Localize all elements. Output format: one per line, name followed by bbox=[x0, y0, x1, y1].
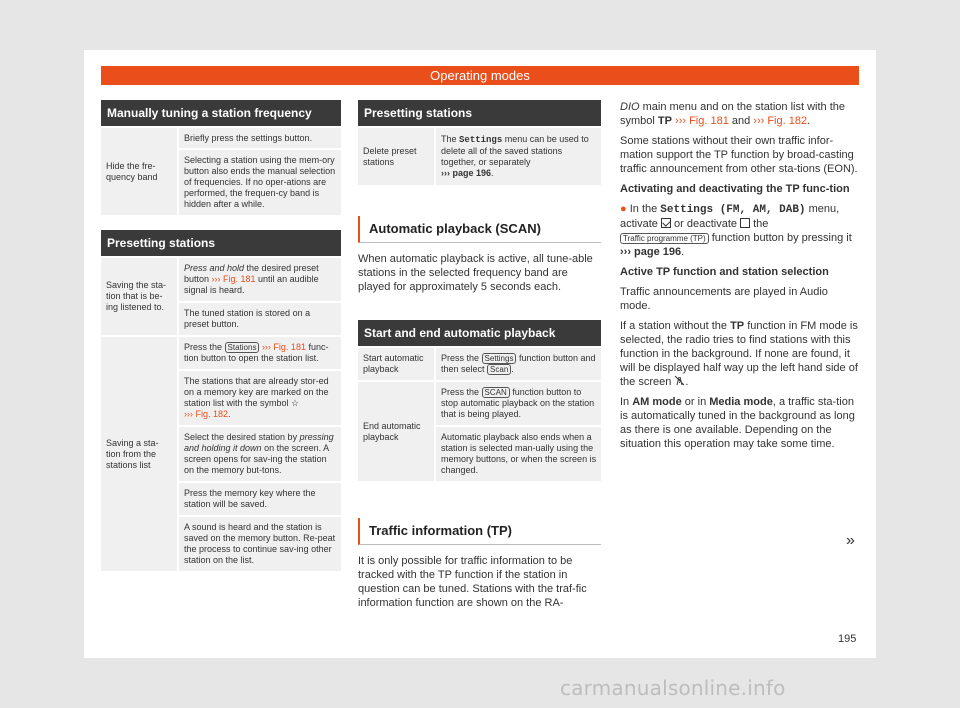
traffic-programme-button-label: Traffic programme (TP) bbox=[620, 233, 709, 244]
bullet-icon: ● bbox=[620, 203, 627, 215]
table-row bbox=[358, 126, 601, 185]
table-title: Presetting stations bbox=[101, 230, 341, 256]
checkbox-checked-icon bbox=[661, 218, 671, 228]
paragraph: In AM mode or in Media mode, a traffic sta-tion is automatically tuned in the background as long as there is one available. Depending on the situation this operation may take some time. bbox=[620, 396, 855, 450]
table-manual-tuning bbox=[101, 100, 341, 215]
table-cell: Select the desired station by pressing and holding it down on the screen. A screen opens for sav-ing the station on the memory but-tons. bbox=[179, 425, 341, 481]
table-cell: A sound is heard and the station is saved on the memory button. Re-peat the process to continue sav-ing other station on the list. bbox=[179, 515, 341, 571]
section-title-scan: Automatic playback (SCAN) bbox=[358, 216, 601, 243]
scan-paragraph: When automatic playback is active, all tune-able stations in the selected frequency band are played for approximately 5 seconds each. bbox=[358, 253, 593, 293]
table-row bbox=[358, 346, 601, 380]
table-presetting-stations bbox=[101, 230, 341, 571]
table-row bbox=[101, 126, 341, 215]
table-cell: The Settings menu can be used to delete all of the saved stations together, or separately ››› page 196. bbox=[441, 134, 589, 178]
table-cell: The stations that are already stor-ed on a memory key are marked on the station list with the symbol ☆ ››› Fig. 182. bbox=[179, 369, 341, 425]
table-title: Manually tuning a station frequency bbox=[101, 100, 341, 126]
row-label: Delete preset stations bbox=[363, 145, 417, 167]
table-cell: Briefly press the settings button. bbox=[184, 133, 313, 143]
page-number: 195 bbox=[838, 633, 857, 645]
scan-button-label: Scan bbox=[487, 364, 511, 375]
watermark: carmanualsonline.info bbox=[560, 676, 786, 700]
table-title: Presetting stations bbox=[358, 100, 601, 126]
settings-button-label: Settings bbox=[482, 353, 517, 364]
section-title-tp: Traffic information (TP) bbox=[358, 518, 601, 545]
table-title: Start and end automatic playback bbox=[358, 320, 601, 346]
scan-icon-label: SCAN bbox=[482, 387, 510, 398]
table-cell: Press the memory key where the station will be saved. bbox=[179, 481, 341, 515]
table-cell: Press the Settings function button and then select Scan . bbox=[441, 353, 596, 374]
column-3-text bbox=[620, 100, 860, 457]
page-header: Operating modes bbox=[101, 66, 859, 85]
table-presetting-delete bbox=[358, 100, 601, 185]
subheading: Activating and deactivating the TP func-tion bbox=[620, 183, 850, 195]
table-row bbox=[101, 256, 341, 335]
paragraph: DIO main menu and on the station list with the symbol TP ››› Fig. 181 and ››› Fig. 182. bbox=[620, 101, 846, 127]
paragraph: Some stations without their own traffic infor-mation support the TP function by broad-casting traffic announcement from other sta-tions (EON). bbox=[620, 135, 858, 175]
table-cell: Press the Stations ››› Fig. 181 func-tion button to open the station list. bbox=[184, 342, 329, 363]
table-cell: The tuned station is stored on a preset button. bbox=[179, 301, 341, 335]
table-row bbox=[358, 380, 601, 481]
table-cell: Press the SCAN function button to stop automatic playback on the station that is being played. bbox=[441, 387, 595, 419]
tp-paragraph: It is only possible for traffic information to be tracked with the TP function if the station in question can be tuned. Stations with the traf-fic information function are shown on the RA- bbox=[358, 555, 587, 609]
bullet-item: ● In the Settings (FM, AM, DAB) menu, activate or deactivate the Traffic programme (TP) function button by pressing it ››› page 196. bbox=[620, 203, 852, 258]
paragraph: Traffic announcements are played in Audio mode. bbox=[620, 286, 828, 312]
checkbox-empty-icon bbox=[740, 218, 750, 228]
row-label: Hide the fre-quency band bbox=[106, 160, 158, 182]
table-cell: Automatic playback also ends when a station is selected man-ually using the memory buttons, or when the screen is changed. bbox=[436, 425, 601, 481]
subheading: Active TP function and station selection bbox=[620, 266, 829, 278]
row-label: Start automatic playback bbox=[363, 353, 424, 374]
row-label: Saving the sta-tion that is be-ing listened to. bbox=[106, 280, 167, 312]
stations-button-label: Stations bbox=[225, 342, 260, 353]
table-cell: Press and hold the desired preset button ››› Fig. 181 until an audible signal is heard. bbox=[184, 263, 319, 295]
table-row bbox=[101, 335, 341, 571]
row-label: Saving a sta-tion from the stations list bbox=[106, 437, 159, 470]
continue-arrow-icon: » bbox=[846, 532, 855, 549]
row-label: End automatic playback bbox=[363, 420, 421, 442]
table-scan bbox=[358, 320, 601, 481]
table-cell: Selecting a station using the mem-ory button also ends the manual selection of frequencies. If no oper-ations are performed, the frequen-cy band is hidden after a while. bbox=[179, 148, 341, 215]
paragraph: If a station without the TP function in FM mode is selected, the radio tries to find stations with this function in the background. If none are found, it will be displayed half way up the left hand side of the screen . bbox=[620, 320, 858, 388]
no-traffic-icon bbox=[674, 375, 685, 386]
